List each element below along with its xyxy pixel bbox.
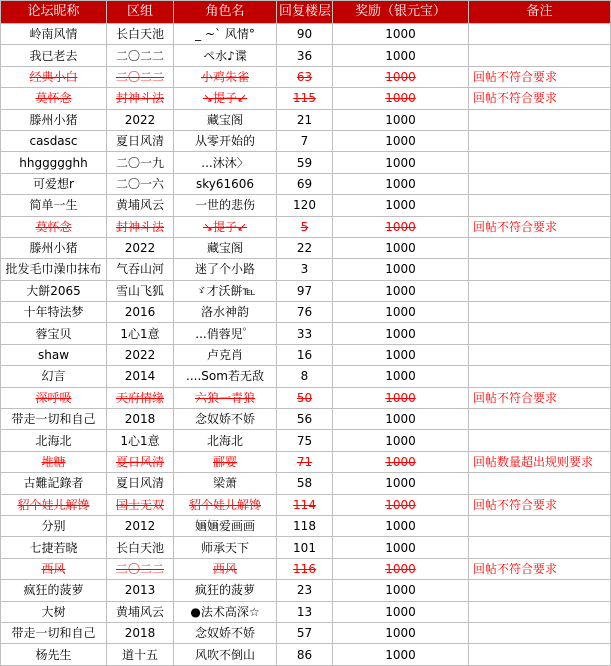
cell-character: 洛水神韵 (174, 302, 277, 323)
cell-remark (469, 366, 611, 387)
cell-floor: 8 (277, 366, 333, 387)
cell-character: 六狼一青狼 (174, 387, 277, 408)
cell-character: 藏宝阁 (174, 237, 277, 258)
cell-remark (469, 409, 611, 430)
cell-server: 2018 (107, 409, 174, 430)
cell-nickname: 我已老去 (1, 45, 107, 66)
cell-floor: 86 (277, 644, 333, 665)
cell-remark (469, 323, 611, 344)
cell-remark (469, 280, 611, 301)
cell-character: ペ水♪谍 (174, 45, 277, 66)
table-row (1, 109, 611, 130)
cell-nickname: 幻言 (1, 366, 107, 387)
cell-character: ●法术高深☆ (174, 601, 277, 622)
cell-reward: 1000 (333, 366, 469, 387)
cell-character: 小鸡朱雀 (174, 66, 277, 87)
cell-character: ゞ才沃餅℡ (174, 280, 277, 301)
cell-reward: 1000 (333, 601, 469, 622)
cell-reward: 1000 (333, 109, 469, 130)
header-row (1, 1, 611, 24)
cell-server: 2022 (107, 344, 174, 365)
cell-nickname: casdasc (1, 130, 107, 151)
cell-server: 封神斗法 (107, 216, 174, 237)
cell-remark (469, 537, 611, 558)
cell-nickname: 大餅2065 (1, 280, 107, 301)
cell-nickname: 滕州小猪 (1, 109, 107, 130)
cell-floor: 57 (277, 622, 333, 643)
table-row (1, 280, 611, 301)
cell-nickname: 西风 (1, 558, 107, 579)
cell-floor: 33 (277, 323, 333, 344)
cell-server: 2012 (107, 515, 174, 536)
cell-floor: 23 (277, 580, 333, 601)
cell-character: _ ~` 风情° (174, 24, 277, 45)
cell-floor: 120 (277, 195, 333, 216)
cell-character: 藏宝阁 (174, 109, 277, 130)
table-row (1, 88, 611, 109)
table-row (1, 451, 611, 472)
table-row (1, 601, 611, 622)
cell-floor: 58 (277, 473, 333, 494)
cell-nickname: 貂个娃儿解馋 (1, 494, 107, 515)
cell-remark (469, 430, 611, 451)
cell-nickname: 杨先生 (1, 644, 107, 665)
cell-remark (469, 622, 611, 643)
cell-server: 夏日风清 (107, 473, 174, 494)
cell-server: 二〇二二 (107, 558, 174, 579)
cell-floor: 116 (277, 558, 333, 579)
cell-reward: 1000 (333, 644, 469, 665)
cell-nickname: hhggggghh (1, 152, 107, 173)
table-row (1, 323, 611, 344)
cell-reward: 1000 (333, 558, 469, 579)
cell-server: 黄埔风云 (107, 601, 174, 622)
cell-reward: 1000 (333, 88, 469, 109)
cell-server: 二〇二二 (107, 45, 174, 66)
cell-server: 长白天池 (107, 537, 174, 558)
cell-floor: 22 (277, 237, 333, 258)
table-row (1, 387, 611, 408)
cell-nickname: 莫怀念 (1, 88, 107, 109)
cell-floor: 21 (277, 109, 333, 130)
cell-remark (469, 644, 611, 665)
cell-floor: 101 (277, 537, 333, 558)
cell-character: ...沐沐〉 (174, 152, 277, 173)
cell-character: ↘提子↙ (174, 216, 277, 237)
cell-reward: 1000 (333, 451, 469, 472)
cell-character: ↘提子↙ (174, 88, 277, 109)
cell-remark: 回帖数量超出规则要求 (469, 451, 611, 472)
table-row (1, 473, 611, 494)
table-row (1, 558, 611, 579)
cell-server: 二〇一六 (107, 173, 174, 194)
cell-reward: 1000 (333, 580, 469, 601)
cell-floor: 59 (277, 152, 333, 173)
cell-server: 天府情缘 (107, 387, 174, 408)
cell-remark (469, 109, 611, 130)
table-row (1, 494, 611, 515)
cell-reward: 1000 (333, 280, 469, 301)
cell-server: 雪山飞狐 (107, 280, 174, 301)
cell-remark: 回帖不符合要求 (469, 66, 611, 87)
cell-reward: 1000 (333, 152, 469, 173)
cell-nickname: 深呼吸 (1, 387, 107, 408)
cell-character: 郦婴 (174, 451, 277, 472)
cell-nickname: 经典小白 (1, 66, 107, 87)
header-floor: 回复楼层 (277, 1, 333, 24)
cell-nickname: 疯狂的菠萝 (1, 580, 107, 601)
cell-floor: 56 (277, 409, 333, 430)
cell-reward: 1000 (333, 195, 469, 216)
cell-remark (469, 302, 611, 323)
cell-nickname: shaw (1, 344, 107, 365)
cell-nickname: 滕州小猪 (1, 237, 107, 258)
table-row (1, 430, 611, 451)
cell-character: 师承天下 (174, 537, 277, 558)
cell-remark: 回帖不符合要求 (469, 494, 611, 515)
cell-character: 婳婳爱画画 (174, 515, 277, 536)
table-row (1, 24, 611, 45)
header-reward: 奖励（银元宝） (333, 1, 469, 24)
cell-remark: 回帖不符合要求 (469, 216, 611, 237)
cell-character: ...俏蓉児゜ (174, 323, 277, 344)
cell-nickname: 堆糖 (1, 451, 107, 472)
table-row (1, 216, 611, 237)
cell-floor: 63 (277, 66, 333, 87)
cell-server: 封神斗法 (107, 88, 174, 109)
cell-reward: 1000 (333, 473, 469, 494)
cell-floor: 5 (277, 216, 333, 237)
table-row (1, 580, 611, 601)
cell-reward: 1000 (333, 387, 469, 408)
cell-server: 1心1意 (107, 323, 174, 344)
cell-floor: 7 (277, 130, 333, 151)
cell-server: 国士无双 (107, 494, 174, 515)
cell-remark: 回帖不符合要求 (469, 387, 611, 408)
cell-reward: 1000 (333, 409, 469, 430)
cell-server: 2013 (107, 580, 174, 601)
cell-remark (469, 580, 611, 601)
cell-nickname: 带走一切和自己 (1, 409, 107, 430)
cell-floor: 36 (277, 45, 333, 66)
table-row (1, 515, 611, 536)
cell-floor: 69 (277, 173, 333, 194)
cell-server: 二〇二二 (107, 66, 174, 87)
cell-reward: 1000 (333, 237, 469, 258)
cell-server: 夏日风清 (107, 130, 174, 151)
cell-server: 黄埔风云 (107, 195, 174, 216)
table-row (1, 622, 611, 643)
cell-nickname: 莫怀念 (1, 216, 107, 237)
cell-character: 卢克肖 (174, 344, 277, 365)
cell-reward: 1000 (333, 622, 469, 643)
cell-server: 2022 (107, 237, 174, 258)
table-row (1, 344, 611, 365)
table-row (1, 644, 611, 665)
cell-remark (469, 130, 611, 151)
cell-floor: 50 (277, 387, 333, 408)
cell-reward: 1000 (333, 323, 469, 344)
cell-nickname: 北海北 (1, 430, 107, 451)
table-row (1, 66, 611, 87)
cell-remark (469, 152, 611, 173)
cell-remark: 回帖不符合要求 (469, 88, 611, 109)
cell-remark (469, 237, 611, 258)
cell-remark (469, 344, 611, 365)
cell-server: 1心1意 (107, 430, 174, 451)
cell-remark (469, 259, 611, 280)
cell-reward: 1000 (333, 130, 469, 151)
cell-character: 梁萧 (174, 473, 277, 494)
table-row (1, 537, 611, 558)
cell-nickname: 带走一切和自己 (1, 622, 107, 643)
cell-reward: 1000 (333, 302, 469, 323)
cell-reward: 1000 (333, 24, 469, 45)
cell-character: 北海北 (174, 430, 277, 451)
cell-remark: 回帖不符合要求 (469, 558, 611, 579)
cell-floor: 118 (277, 515, 333, 536)
cell-reward: 1000 (333, 515, 469, 536)
cell-character: sky61606 (174, 173, 277, 194)
table-row (1, 366, 611, 387)
cell-nickname: 简单一生 (1, 195, 107, 216)
cell-reward: 1000 (333, 537, 469, 558)
header-server: 区组 (107, 1, 174, 24)
cell-reward: 1000 (333, 430, 469, 451)
cell-floor: 97 (277, 280, 333, 301)
table-row (1, 259, 611, 280)
table-row (1, 409, 611, 430)
cell-nickname: 分别 (1, 515, 107, 536)
cell-server: 2018 (107, 622, 174, 643)
cell-reward: 1000 (333, 216, 469, 237)
cell-remark (469, 24, 611, 45)
cell-remark (469, 601, 611, 622)
cell-character: 念奴娇不娇 (174, 622, 277, 643)
cell-floor: 3 (277, 259, 333, 280)
table-row (1, 237, 611, 258)
cell-floor: 75 (277, 430, 333, 451)
cell-character: 念奴娇不娇 (174, 409, 277, 430)
cell-floor: 16 (277, 344, 333, 365)
table-header (1, 1, 611, 24)
cell-server: 2022 (107, 109, 174, 130)
cell-floor: 114 (277, 494, 333, 515)
cell-reward: 1000 (333, 173, 469, 194)
header-nickname: 论坛昵称 (1, 1, 107, 24)
table-row (1, 152, 611, 173)
cell-character: 迷了个小路 (174, 259, 277, 280)
cell-nickname: 古難記錄者 (1, 473, 107, 494)
cell-character: 风吹不倒山 (174, 644, 277, 665)
cell-nickname: 岭南风情 (1, 24, 107, 45)
cell-floor: 90 (277, 24, 333, 45)
cell-reward: 1000 (333, 259, 469, 280)
table-row (1, 195, 611, 216)
table-row (1, 302, 611, 323)
cell-character: ....Som若无敌 (174, 366, 277, 387)
cell-floor: 76 (277, 302, 333, 323)
cell-server: 2014 (107, 366, 174, 387)
table-row (1, 130, 611, 151)
cell-remark (469, 195, 611, 216)
header-character: 角色名 (174, 1, 277, 24)
cell-nickname: 大树 (1, 601, 107, 622)
cell-server: 气吞山河 (107, 259, 174, 280)
cell-character: 一世的悲伤 (174, 195, 277, 216)
cell-reward: 1000 (333, 494, 469, 515)
header-remark: 备注 (469, 1, 611, 24)
table-body (1, 24, 611, 666)
cell-remark (469, 45, 611, 66)
cell-server: 道十五 (107, 644, 174, 665)
cell-character: 疯狂的菠萝 (174, 580, 277, 601)
cell-server: 夏日风清 (107, 451, 174, 472)
cell-reward: 1000 (333, 66, 469, 87)
cell-character: 从零开始的 (174, 130, 277, 151)
cell-floor: 13 (277, 601, 333, 622)
cell-reward: 1000 (333, 45, 469, 66)
cell-nickname: 七捷若晓 (1, 537, 107, 558)
table-row (1, 45, 611, 66)
cell-reward: 1000 (333, 344, 469, 365)
cell-server: 长白天池 (107, 24, 174, 45)
cell-floor: 71 (277, 451, 333, 472)
cell-remark (469, 473, 611, 494)
cell-server: 二〇一九 (107, 152, 174, 173)
table-row (1, 173, 611, 194)
cell-nickname: 可爱想r (1, 173, 107, 194)
cell-character: 貂个娃儿解馋 (174, 494, 277, 515)
cell-remark (469, 515, 611, 536)
cell-nickname: 蓉宝贝 (1, 323, 107, 344)
cell-nickname: 十年特法梦 (1, 302, 107, 323)
cell-floor: 115 (277, 88, 333, 109)
cell-remark (469, 173, 611, 194)
cell-server: 2016 (107, 302, 174, 323)
cell-character: 西风 (174, 558, 277, 579)
cell-nickname: 批发毛巾澡巾抹布 (1, 259, 107, 280)
